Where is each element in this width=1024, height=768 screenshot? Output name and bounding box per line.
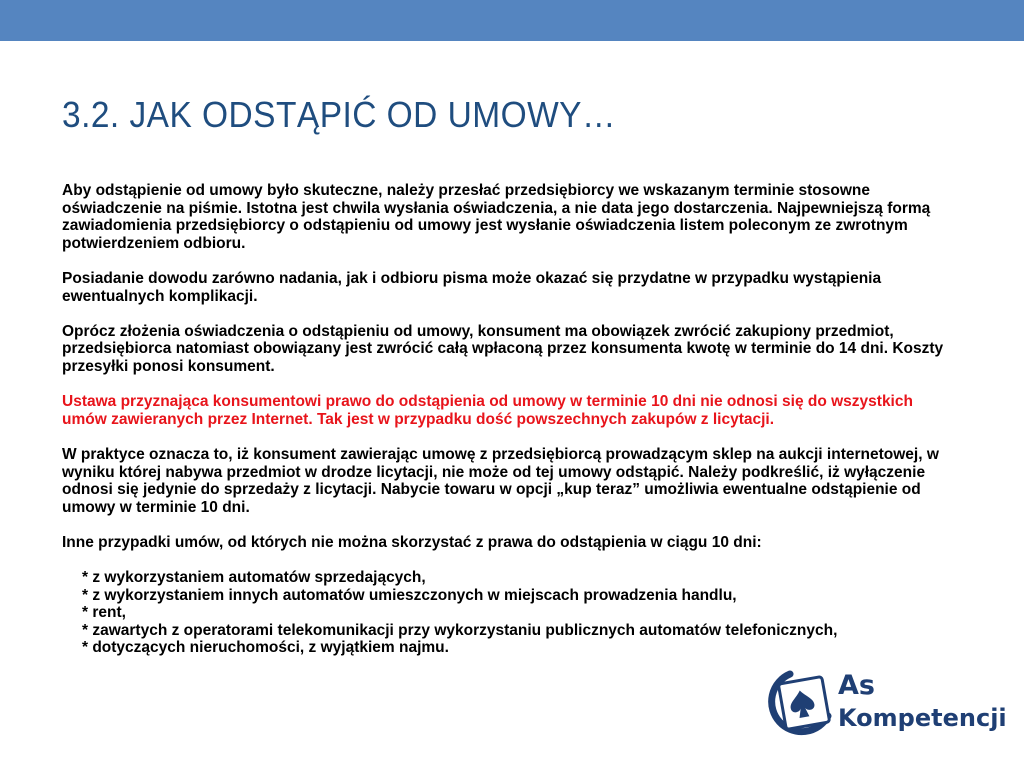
list-item: * rent, bbox=[82, 604, 126, 622]
logo-text-as: As bbox=[838, 670, 875, 701]
list-item: * z wykorzystaniem automatów sprzedających, bbox=[82, 569, 426, 587]
top-accent-bar bbox=[0, 0, 1024, 41]
slide-body bbox=[62, 182, 962, 657]
list-item: * dotyczących nieruchomości, z wyjątkiem najmu. bbox=[82, 639, 449, 657]
paragraph-2: Posiadanie dowodu zarówno nadania, jak i odbioru pisma może okazać się przydatne w przypadku wystąpienia ewentualnych komplikacji. bbox=[62, 269, 882, 305]
paragraph-6: Inne przypadki umów, od których nie można skorzystać z prawa do odstąpienia w ciągu 10 dni: bbox=[62, 533, 762, 551]
paragraph-4-highlight: Ustawa przyznająca konsumentowi prawo do odstąpienia od umowy w terminie 10 dni nie odnosi się do wszystkich umów zawieranych przez Internet. Tak jest w przypadku dość powszechnych zakupów z licytacji. bbox=[62, 393, 913, 428]
exclusions-list bbox=[62, 569, 962, 657]
logo-text-kompetencji: Kompetencji bbox=[838, 704, 1007, 732]
paragraph-5: W praktyce oznacza to, iż konsument zawierając umowę z przedsiębiorcą prowadzącym sklep na aukcji internetowej, w wyniku której nabywa przedmiot w drodze licytacji, nie może od tej umowy odstąpić. Należy podkreślić, iż wyłączenie odnosi się jedynie do sprzedaży z licytacji. Nabycie towaru w opcji „kup teraz” umożliwia ewentualne odstąpienie od umowy w terminie 10 dni. bbox=[62, 445, 939, 516]
as-kompetencji-logo bbox=[768, 666, 1007, 746]
list-item: * zawartych z operatorami telekomunikacji przy wykorzystaniu publicznych automatów telefonicznych, bbox=[82, 621, 838, 639]
paragraph-1: Aby odstąpienie od umowy było skuteczne, należy przesłać przedsiębiorcy we wskazanym terminie stosowne oświadczenie na piśmie. Istotna jest chwila wysłania oświadczenia, a nie data jego dostarczenia. Najpewniejszą formą zawiadomienia przedsiębiorcy o odstąpieniu od umowy jest wysłanie oświadczenia listem poleconym ze zwrotnym potwierdzeniem odbioru. bbox=[62, 182, 931, 252]
list-item: * z wykorzystaniem innych automatów umieszczonych w miejscach prowadzenia handlu, bbox=[82, 586, 737, 604]
paragraph-3: Oprócz złożenia oświadczenia o odstąpieniu od umowy, konsument ma obowiązek zwrócić zakupiony przedmiot, przedsiębiorca natomiast obowiązany jest zwrócić całą wpłaconą przez konsumenta kwotę w terminie do 14 dni. Koszty przesyłki ponosi konsument. bbox=[62, 322, 944, 375]
slide-title: 3.2. JAK ODSTĄPIĆ OD UMOWY… bbox=[62, 94, 616, 135]
spade-card-icon bbox=[768, 666, 836, 742]
